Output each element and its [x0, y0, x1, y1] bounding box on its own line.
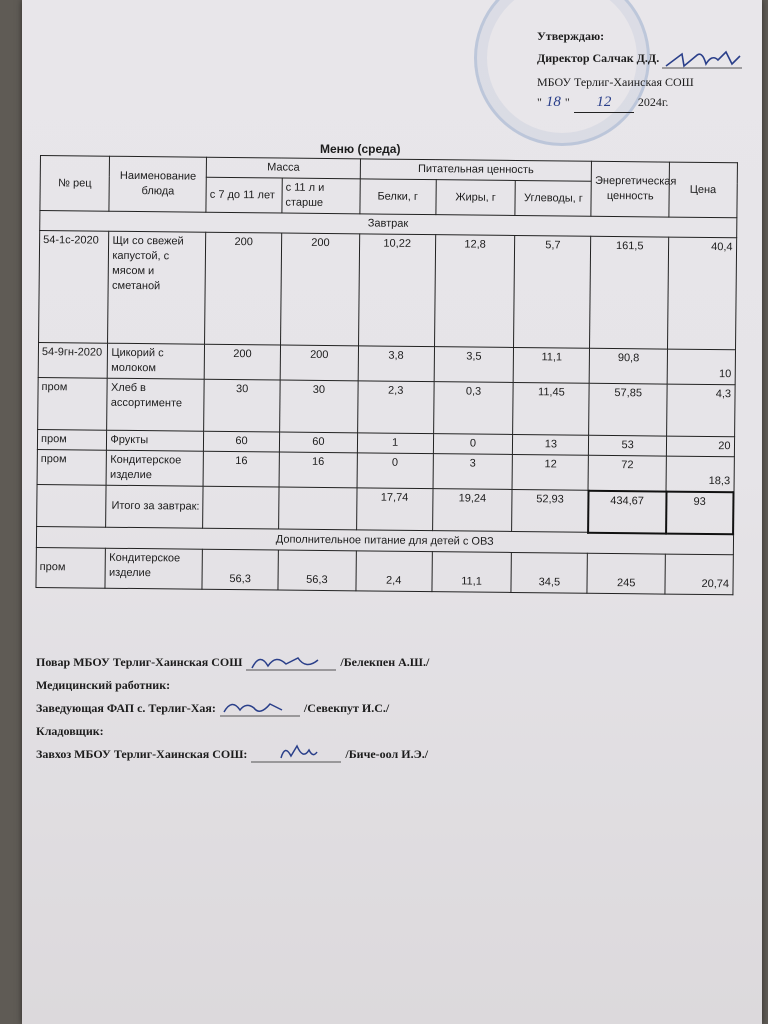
director-name: Директор Салчак Д.Д. — [537, 50, 660, 65]
row-carb: 11,45 — [513, 382, 589, 435]
row-protein: 1 — [357, 433, 433, 454]
row-num: пром — [38, 377, 108, 430]
col-nutrition-header: Питательная ценность — [360, 159, 592, 181]
director-signature — [662, 46, 742, 72]
storekeeper-label: Кладовщик: — [36, 724, 104, 738]
table-row — [38, 377, 735, 436]
row-num: пром — [37, 429, 107, 450]
fap-signature — [220, 696, 300, 720]
col-mass-a-header: с 7 до 11 лет — [206, 177, 282, 213]
row-energy: 72 — [588, 455, 666, 491]
col-carb-header: Углеводы, г — [515, 180, 591, 216]
row-energy: 161,5 — [590, 236, 669, 349]
director-line — [537, 46, 742, 72]
row-mass-b: 56,3 — [278, 550, 356, 591]
row-name: Кондитерское изделие — [106, 450, 203, 486]
fap-line — [36, 696, 429, 720]
col-price-header: Цена — [669, 162, 737, 218]
cook-label: Повар МБОУ Терлиг-Хаинская СОШ — [36, 655, 243, 669]
row-name: Цикорий с молоком — [108, 343, 205, 379]
col-name-header: Наименование блюда — [109, 156, 206, 212]
total-energy: 434,67 — [588, 490, 666, 533]
section-breakfast-label: Завтрак — [40, 211, 737, 238]
row-carb: 12 — [512, 454, 588, 490]
row-protein: 3,8 — [358, 346, 434, 382]
approval-block — [537, 26, 742, 113]
row-fat: 12,8 — [434, 235, 515, 348]
cook-line — [36, 650, 429, 674]
row-carb: 13 — [513, 434, 589, 455]
menu-title: Меню (среда) — [320, 142, 401, 156]
total-row — [37, 484, 734, 533]
row-mass-a: 200 — [205, 232, 282, 345]
menu-table — [35, 155, 737, 595]
row-price: 20,74 — [665, 554, 733, 595]
extra-row — [36, 547, 733, 594]
row-price: 10 — [667, 349, 735, 385]
supply-signature — [251, 742, 341, 766]
cook-signature — [246, 650, 336, 674]
row-mass-a: 16 — [203, 451, 279, 487]
row-mass-b: 200 — [280, 233, 359, 346]
row-carb: 11,1 — [514, 347, 590, 383]
date-day: 18 — [545, 94, 561, 110]
total-mass-a — [203, 486, 279, 529]
table-row — [39, 231, 737, 350]
row-carb: 5,7 — [514, 235, 591, 348]
row-fat: 11,1 — [431, 551, 511, 592]
row-protein: 2,4 — [356, 550, 432, 591]
row-price: 4,3 — [667, 384, 735, 437]
row-mass-a: 60 — [204, 431, 280, 452]
row-fat: 3 — [433, 454, 513, 490]
row-energy: 53 — [589, 435, 667, 456]
col-mass-header: Масса — [206, 157, 360, 179]
row-mass-b: 30 — [280, 380, 358, 433]
approval-date: " 18 " 12 2024г. — [537, 92, 742, 113]
row-carb: 34,5 — [511, 552, 587, 593]
row-protein: 2,3 — [357, 381, 433, 434]
row-price: 40,4 — [668, 237, 737, 350]
row-fat: 3,5 — [434, 347, 514, 383]
row-protein: 10,22 — [358, 234, 435, 347]
row-energy: 245 — [587, 553, 665, 594]
row-mass-b: 60 — [279, 432, 357, 453]
row-num: пром — [37, 449, 107, 485]
col-num-header: № рец — [40, 156, 110, 212]
row-num: 54-9гн-2020 — [38, 342, 108, 378]
medic-line — [36, 674, 429, 696]
date-year: 2024г. — [637, 95, 669, 109]
row-price: 18,3 — [666, 456, 734, 492]
row-mass-b: 16 — [279, 452, 357, 488]
row-energy: 90,8 — [589, 348, 667, 384]
total-price: 93 — [666, 491, 734, 534]
row-mass-a: 200 — [204, 344, 280, 380]
supply-label: Завхоз МБОУ Терлиг-Хаинская СОШ: — [36, 747, 248, 761]
fap-name: /Севекпут И.С./ — [303, 701, 390, 715]
signatures-block — [36, 650, 429, 766]
col-fat-header: Жиры, г — [435, 180, 515, 216]
total-num — [37, 484, 107, 527]
fap-label: Заведующая ФАП с. Терлиг-Хая: — [36, 701, 216, 715]
total-mass-b — [279, 487, 357, 530]
storekeeper-line — [36, 720, 429, 742]
row-protein: 0 — [357, 453, 433, 489]
total-label: Итого за завтрак: — [106, 485, 203, 528]
row-name: Кондитерское изделие — [105, 548, 202, 589]
school-name: МБОУ Терлиг-Хаинская СОШ — [537, 75, 694, 89]
row-mass-a: 30 — [204, 379, 280, 432]
row-name: Щи со свежей капустой, с мясом и сметаной — [108, 231, 206, 344]
supply-line — [36, 742, 429, 766]
col-energy-header: Энергетическая ценность — [591, 161, 669, 217]
medic-label: Медицинский работник: — [36, 678, 171, 692]
row-name: Хлеб в ассортименте — [107, 378, 204, 431]
row-energy: 57,85 — [589, 383, 667, 436]
col-mass-b-header: с 11 л и старше — [282, 178, 360, 214]
total-carb: 52,93 — [512, 489, 588, 532]
row-mass-b: 200 — [280, 345, 358, 381]
cook-name: /Белекпен А.Ш./ — [340, 655, 430, 669]
total-protein: 17,74 — [356, 488, 432, 531]
row-num: 54-1с-2020 — [39, 231, 110, 344]
row-mass-a: 56,3 — [202, 549, 278, 590]
approved-label: Утверждаю: — [537, 29, 605, 43]
row-num: пром — [36, 547, 106, 588]
total-fat: 19,24 — [432, 489, 512, 532]
col-protein-header: Белки, г — [360, 179, 436, 215]
row-fat: 0,3 — [433, 382, 513, 435]
section-extra-label: Дополнительное питание для детей с ОВЗ — [36, 526, 733, 554]
row-name: Фрукты — [107, 430, 204, 451]
date-month: 12 — [574, 92, 634, 113]
row-price: 20 — [666, 436, 734, 457]
row-fat: 0 — [433, 434, 513, 455]
supply-name: /Биче-оол И.Э./ — [345, 747, 429, 761]
